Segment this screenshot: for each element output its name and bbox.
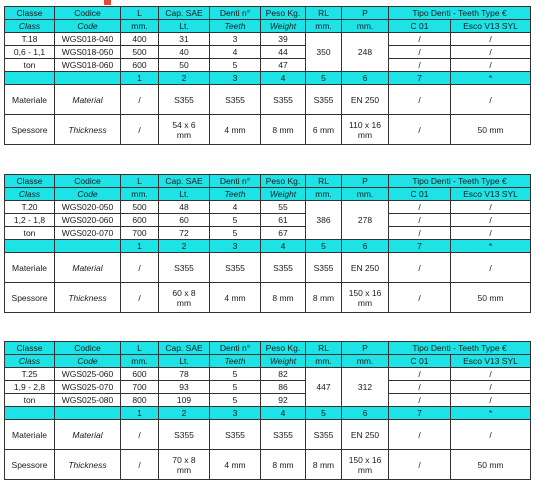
index-blank — [5, 407, 55, 420]
esco-cell: / — [451, 46, 531, 59]
header-code: Code — [55, 355, 121, 368]
c01-cell: / — [389, 201, 451, 214]
spessore-cap-line1: 70 x 8 — [172, 454, 196, 465]
p-value: 312 — [342, 368, 389, 407]
class-line-1: T.25 — [5, 368, 55, 381]
esco-cell: / — [451, 394, 531, 407]
spessore-denti: 4 mm — [210, 450, 261, 480]
c01-cell: / — [389, 33, 451, 46]
index-4: 4 — [261, 407, 306, 420]
esco-cell: / — [451, 201, 531, 214]
materiale-label: Materiale — [5, 253, 55, 283]
l-cell: 500 — [121, 201, 159, 214]
class-line-2: 1,9 - 2,8 — [5, 381, 55, 394]
c01-cell: / — [389, 214, 451, 227]
denti-cell: 5 — [210, 214, 261, 227]
spessore-p — [342, 283, 389, 313]
spessore-cap-line2: mm — [176, 129, 192, 140]
header-tipo-denti: Tipo Denti - Teeth Type € — [389, 7, 531, 20]
materiale-denti: S355 — [210, 420, 261, 450]
header-rl-unit: mm. — [306, 188, 342, 201]
rl-value: 350 — [306, 33, 342, 72]
l-cell: 600 — [121, 59, 159, 72]
l-cell: 600 — [121, 368, 159, 381]
index-blank — [5, 240, 55, 253]
l-cell: 500 — [121, 46, 159, 59]
header-class: Class — [5, 20, 55, 33]
l-cell: 700 — [121, 227, 159, 240]
spessore-p — [342, 450, 389, 480]
header-rl-unit: mm. — [306, 355, 342, 368]
spessore-p-line2: mm — [357, 464, 373, 475]
code-cell: WGS020-070 — [55, 227, 121, 240]
index-blank — [55, 407, 121, 420]
header-p-unit: mm. — [342, 20, 389, 33]
peso-cell: 39 — [261, 33, 306, 46]
spessore-esco: 50 mm — [451, 283, 531, 313]
code-cell: WGS025-080 — [55, 394, 121, 407]
materiale-esco: / — [451, 85, 531, 115]
l-cell: 800 — [121, 394, 159, 407]
materiale-p: EN 250 — [342, 253, 389, 283]
index-6: 6 — [342, 407, 389, 420]
spessore-p-line1: 150 x 16 — [348, 287, 382, 298]
header-classe: Classe — [5, 7, 55, 20]
spessore-p-line1: 110 x 16 — [349, 119, 381, 130]
class-line-1: T.18 — [5, 33, 55, 46]
header-p: P — [342, 342, 389, 355]
header-weight: Weight — [261, 355, 306, 368]
header-p: P — [342, 7, 389, 20]
spessore-cap — [159, 450, 210, 480]
spessore-rl: 8 mm — [306, 450, 342, 480]
header-denti: Denti n° — [210, 7, 261, 20]
denti-cell: 5 — [210, 381, 261, 394]
materiale-peso: S355 — [261, 420, 306, 450]
header-denti: Denti n° — [210, 175, 261, 188]
header-weight: Weight — [261, 20, 306, 33]
materiale-esco: / — [451, 253, 531, 283]
code-cell: WGS025-060 — [55, 368, 121, 381]
spessore-label: Spessore — [5, 283, 55, 313]
peso-cell: 47 — [261, 59, 306, 72]
denti-cell: 4 — [210, 46, 261, 59]
header-esco: Esco V13 SYL — [451, 355, 531, 368]
c01-cell: / — [389, 59, 451, 72]
materiale-p: EN 250 — [342, 420, 389, 450]
code-cell: WGS018-050 — [55, 46, 121, 59]
c01-cell: / — [389, 394, 451, 407]
esco-cell: / — [451, 59, 531, 72]
spessore-peso: 8 mm — [261, 115, 306, 145]
header-c01: C 01 — [389, 188, 451, 201]
code-cell: WGS018-060 — [55, 59, 121, 72]
thickness-label: Thickness — [55, 450, 121, 480]
header-rl: RL — [306, 342, 342, 355]
c01-cell: / — [389, 368, 451, 381]
materiale-rl: S355 — [306, 420, 342, 450]
materiale-peso: S355 — [261, 253, 306, 283]
materiale-c01: / — [389, 253, 451, 283]
peso-cell: 61 — [261, 214, 306, 227]
header-cap-unit: Lt. — [159, 355, 210, 368]
index-3: 3 — [210, 407, 261, 420]
index-1: 1 — [121, 72, 159, 85]
materiale-cap: S355 — [159, 85, 210, 115]
header-cap-unit: Lt. — [159, 188, 210, 201]
class-line-3: ton — [5, 59, 55, 72]
header-classe: Classe — [5, 175, 55, 188]
spessore-cap-line2: mm — [176, 297, 192, 308]
spessore-p-line2: mm — [357, 129, 373, 140]
cap-cell: 109 — [159, 394, 210, 407]
spessore-l: / — [121, 283, 159, 313]
class-line-2: 1,2 - 1,8 — [5, 214, 55, 227]
header-code: Code — [55, 188, 121, 201]
header-esco: Esco V13 SYL — [451, 188, 531, 201]
header-cap: Cap. SAE — [159, 175, 210, 188]
denti-cell: 5 — [210, 227, 261, 240]
index-7: 7 — [389, 72, 451, 85]
materiale-c01: / — [389, 85, 451, 115]
header-rl-unit: mm. — [306, 20, 342, 33]
spessore-cap — [159, 115, 210, 145]
thickness-label: Thickness — [55, 283, 121, 313]
header-cap-unit: Lt. — [159, 20, 210, 33]
spessore-c01: / — [389, 115, 451, 145]
cap-cell: 50 — [159, 59, 210, 72]
index-1: 1 — [121, 240, 159, 253]
l-cell: 400 — [121, 33, 159, 46]
c01-cell: / — [389, 46, 451, 59]
peso-cell: 55 — [261, 201, 306, 214]
header-peso: Peso Kg. — [261, 7, 306, 20]
materiale-l: / — [121, 253, 159, 283]
materiale-esco: / — [451, 420, 531, 450]
index-2: 2 — [159, 240, 210, 253]
spessore-peso: 8 mm — [261, 450, 306, 480]
index-4: 4 — [261, 72, 306, 85]
esco-cell: / — [451, 227, 531, 240]
header-cap: Cap. SAE — [159, 7, 210, 20]
header-p: P — [342, 175, 389, 188]
material-label: Material — [55, 85, 121, 115]
header-l-unit: mm. — [121, 355, 159, 368]
c01-cell: / — [389, 227, 451, 240]
class-line-3: ton — [5, 394, 55, 407]
index-5: 5 — [306, 407, 342, 420]
index-3: 3 — [210, 240, 261, 253]
spessore-rl: 6 mm — [306, 115, 342, 145]
red-header-fragment — [104, 0, 111, 5]
spessore-peso: 8 mm — [261, 283, 306, 313]
header-l-unit: mm. — [121, 188, 159, 201]
materiale-label: Materiale — [5, 85, 55, 115]
spessore-p — [342, 115, 389, 145]
header-p-unit: mm. — [342, 355, 389, 368]
materiale-denti: S355 — [210, 253, 261, 283]
l-cell: 600 — [121, 214, 159, 227]
denti-cell: 5 — [210, 394, 261, 407]
spec-table-1 — [4, 6, 531, 145]
header-cap: Cap. SAE — [159, 342, 210, 355]
header-denti: Denti n° — [210, 342, 261, 355]
index-5: 5 — [306, 72, 342, 85]
index-blank — [55, 72, 121, 85]
denti-cell: 4 — [210, 201, 261, 214]
spessore-label: Spessore — [5, 115, 55, 145]
materiale-peso: S355 — [261, 85, 306, 115]
l-cell: 700 — [121, 381, 159, 394]
peso-cell: 44 — [261, 46, 306, 59]
header-rl: RL — [306, 175, 342, 188]
header-esco: Esco V13 SYL — [451, 20, 531, 33]
cap-cell: 48 — [159, 201, 210, 214]
header-peso: Peso Kg. — [261, 175, 306, 188]
spessore-l: / — [121, 115, 159, 145]
materiale-cap: S355 — [159, 420, 210, 450]
materiale-label: Materiale — [5, 420, 55, 450]
materiale-cap: S355 — [159, 253, 210, 283]
header-codice: Codice — [55, 7, 121, 20]
materiale-l: / — [121, 85, 159, 115]
spessore-p-line2: mm — [357, 297, 373, 308]
index-star: * — [451, 407, 531, 420]
spessore-denti: 4 mm — [210, 115, 261, 145]
rl-value: 386 — [306, 201, 342, 240]
spessore-label: Spessore — [5, 450, 55, 480]
header-p-unit: mm. — [342, 188, 389, 201]
code-cell: WGS020-050 — [55, 201, 121, 214]
header-codice: Codice — [55, 342, 121, 355]
header-teeth: Teeth — [210, 188, 261, 201]
index-2: 2 — [159, 72, 210, 85]
denti-cell: 5 — [210, 368, 261, 381]
header-l: L — [121, 342, 159, 355]
materiale-rl: S355 — [306, 85, 342, 115]
header-rl: RL — [306, 7, 342, 20]
materiale-p: EN 250 — [342, 85, 389, 115]
header-l-unit: mm. — [121, 20, 159, 33]
materiale-l: / — [121, 420, 159, 450]
rl-value: 447 — [306, 368, 342, 407]
cap-cell: 31 — [159, 33, 210, 46]
index-blank — [5, 72, 55, 85]
header-tipo-denti: Tipo Denti - Teeth Type € — [389, 342, 531, 355]
material-label: Material — [55, 253, 121, 283]
code-cell: WGS018-040 — [55, 33, 121, 46]
index-6: 6 — [342, 72, 389, 85]
index-7: 7 — [389, 407, 451, 420]
cap-cell: 72 — [159, 227, 210, 240]
spec-table-3 — [4, 341, 531, 480]
p-value: 248 — [342, 33, 389, 72]
material-label: Material — [55, 420, 121, 450]
cap-cell: 40 — [159, 46, 210, 59]
spessore-p-line1: 150 x 16 — [348, 454, 382, 465]
cap-cell: 78 — [159, 368, 210, 381]
header-l: L — [121, 7, 159, 20]
cap-cell: 60 — [159, 214, 210, 227]
class-line-3: ton — [5, 227, 55, 240]
index-star: * — [451, 240, 531, 253]
denti-cell: 3 — [210, 33, 261, 46]
spessore-cap-line1: 60 x 8 — [172, 287, 196, 298]
header-class: Class — [5, 188, 55, 201]
index-1: 1 — [121, 407, 159, 420]
class-line-2: 0,6 - 1,1 — [5, 46, 55, 59]
header-teeth: Teeth — [210, 20, 261, 33]
index-2: 2 — [159, 407, 210, 420]
p-value: 278 — [342, 201, 389, 240]
index-4: 4 — [261, 240, 306, 253]
spessore-cap — [159, 283, 210, 313]
spessore-l: / — [121, 450, 159, 480]
esco-cell: / — [451, 368, 531, 381]
peso-cell: 92 — [261, 394, 306, 407]
spessore-c01: / — [389, 283, 451, 313]
index-blank — [55, 240, 121, 253]
c01-cell: / — [389, 381, 451, 394]
index-star: * — [451, 72, 531, 85]
header-c01: C 01 — [389, 20, 451, 33]
header-class: Class — [5, 355, 55, 368]
peso-cell: 67 — [261, 227, 306, 240]
code-cell: WGS020-060 — [55, 214, 121, 227]
spec-table-2 — [4, 174, 531, 313]
esco-cell: / — [451, 33, 531, 46]
header-teeth: Teeth — [210, 355, 261, 368]
spessore-rl: 8 mm — [306, 283, 342, 313]
index-3: 3 — [210, 72, 261, 85]
class-line-1: T.20 — [5, 201, 55, 214]
index-7: 7 — [389, 240, 451, 253]
spessore-c01: / — [389, 450, 451, 480]
header-code: Code — [55, 20, 121, 33]
spessore-denti: 4 mm — [210, 283, 261, 313]
cap-cell: 93 — [159, 381, 210, 394]
materiale-c01: / — [389, 420, 451, 450]
spessore-cap-line1: 54 x 6 — [172, 119, 196, 130]
denti-cell: 5 — [210, 59, 261, 72]
header-classe: Classe — [5, 342, 55, 355]
peso-cell: 82 — [261, 368, 306, 381]
index-5: 5 — [306, 240, 342, 253]
spessore-esco: 50 mm — [451, 115, 531, 145]
materiale-rl: S355 — [306, 253, 342, 283]
header-l: L — [121, 175, 159, 188]
esco-cell: / — [451, 381, 531, 394]
header-codice: Codice — [55, 175, 121, 188]
header-weight: Weight — [261, 188, 306, 201]
code-cell: WGS025-070 — [55, 381, 121, 394]
spessore-cap-line2: mm — [176, 464, 192, 475]
header-tipo-denti: Tipo Denti - Teeth Type € — [389, 175, 531, 188]
thickness-label: Thickness — [55, 115, 121, 145]
esco-cell: / — [451, 214, 531, 227]
header-c01: C 01 — [389, 355, 451, 368]
index-6: 6 — [342, 240, 389, 253]
header-peso: Peso Kg. — [261, 342, 306, 355]
spessore-esco: 50 mm — [451, 450, 531, 480]
peso-cell: 86 — [261, 381, 306, 394]
materiale-denti: S355 — [210, 85, 261, 115]
